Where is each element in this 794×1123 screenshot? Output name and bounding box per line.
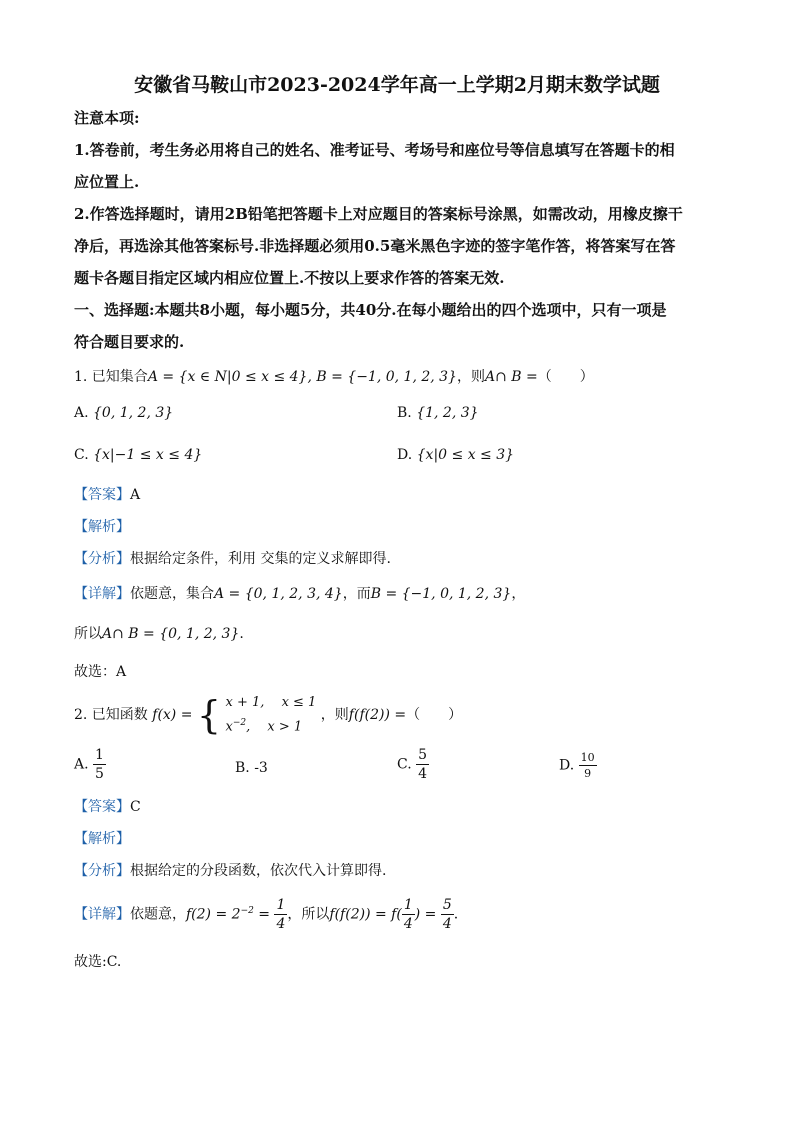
q1-xiangjie: 【详解】依题意，集合A = {0, 1, 2, 3, 4}，而B = {−1, 0, 1, 2, 3}， — [74, 586, 526, 602]
q1-answer: 【答案】A — [74, 487, 141, 503]
q1-option-c: C. {x|−1 ≤ x ≤ 4} — [74, 447, 203, 463]
q2-option-b: B. -3 — [235, 760, 268, 776]
q1-suoyi: 所以A∩ B = {0, 1, 2, 3}. — [74, 626, 244, 642]
section-heading: 一、选择题:本题共8小题，每小题5分，共40分.在每小题给出的四个选项中，只有一项是 — [74, 301, 667, 319]
q1-option-b: B. {1, 2, 3} — [397, 405, 479, 421]
notice-line: 1.答卷前，考生务必用将自己的姓名、准考证号、考场号和座位号等信息填写在答题卡的相 — [74, 141, 675, 159]
q1-analysis: 【解析】 — [74, 519, 130, 535]
notice-line: 应位置上. — [74, 173, 140, 191]
notice-line: 净后，再选涂其他答案标号.非选择题必须用0.5毫米黑色字迹的签字笔作答，将答案写在答 — [74, 237, 676, 255]
left-brace-icon: { — [196, 693, 222, 738]
question-2-stem: 2. 已知函数 f(x) = { x + 1, x ≤ 1 $x^{-2}$, x > 1 ，则f(f(2)) =（ ） — [74, 693, 463, 738]
q1-option-a: A. {0, 1, 2, 3} — [74, 405, 174, 421]
notice-line: 2.作答选择题时，请用2B铅笔把答题卡上对应题目的答案标号涂黑，如需改动，用橡皮擦干 — [74, 205, 683, 223]
q1-option-d: D. {x|0 ≤ x ≤ 3} — [397, 447, 515, 463]
page-title: 安徽省马鞍山市2023-2024学年高一上学期2月期末数学试题 — [134, 74, 660, 96]
q2-xiangjie: 【详解】依题意，$f(2) = 2^{-2}$ = $\frac{1}{4}$ ，所以f(f(2)) = f( $\frac{1}{4}$ ) = $\frac{5}{4}$ . — [74, 897, 459, 932]
q2-option-c: C. $\frac{5}{4}$ — [397, 747, 428, 782]
q2-choose: 故选:C. — [74, 954, 122, 970]
q2-option-a: A. $\frac{1}{5}$ — [74, 747, 104, 782]
q2-analysis: 【解析】 — [74, 831, 130, 847]
q2-fenxi: 【分析】根据给定的分段函数，依次代入计算即得. — [74, 863, 387, 879]
q1-fenxi: 【分析】根据给定条件，利用 交集的定义求解即得. — [74, 551, 391, 567]
notice-heading: 注意本项: — [74, 109, 140, 127]
q2-answer: 【答案】C — [74, 799, 141, 815]
question-1-stem: 1. 已知集合A = {x ∈ N|0 ≤ x ≤ 4}, B = {−1, 0, 1, 2, 3}，则A∩ B =（ ） — [74, 369, 594, 385]
piecewise-cases: x + 1, x ≤ 1 $x^{-2}$, x > 1 — [225, 695, 317, 735]
notice-line: 题卡各题目指定区域内相应位置上.不按以上要求作答的答案无效. — [74, 269, 505, 287]
q2-option-d: D. $\frac{10}{9}$ — [559, 751, 595, 780]
section-heading: 符合题目要求的. — [74, 333, 185, 351]
q1-choose: 故选：A — [74, 664, 127, 680]
